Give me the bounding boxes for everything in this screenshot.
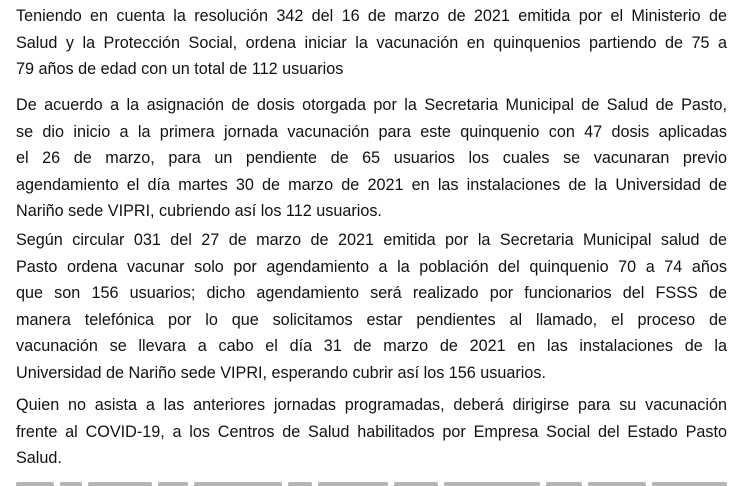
paragraph-line: se dio inicio a la primera jornada vacunación para este quinquenio con 47 dosis aplicadas xyxy=(16,122,727,141)
paragraph-resolution xyxy=(16,3,727,83)
paragraph-line: agendamiento el día martes 30 de marzo de 2021 en las instalaciones de la Universidad de xyxy=(16,175,727,194)
paragraph-line: Teniendo en cuenta la resolución 342 del 16 de marzo de 2021 emitida por el Ministerio de xyxy=(16,7,727,25)
paragraph-line: manera telefónica por lo que solicitamos estar pendientes al llamado, el proceso de xyxy=(16,310,727,329)
paragraph-line: De acuerdo a la asignación de dosis otorgada por la Secretaria Municipal de Salud de Pasto, xyxy=(16,96,727,114)
cut-off-text-line xyxy=(16,476,727,486)
paragraph-circular-031 xyxy=(16,227,727,387)
paragraph-line: vacunación se llevara a cabo el día 31 de marzo de 2021 en las instalaciones de la xyxy=(16,337,727,356)
paragraph-line: Salud y la Protección Social, ordena iniciar la vacunación en quinquenios partiendo de 75 a xyxy=(16,33,727,52)
paragraph-line: Pasto ordena vacunar solo por agendamiento a la población del quinquenio 70 a 74 años xyxy=(16,257,727,276)
paragraph-missed-appointments xyxy=(16,392,727,472)
paragraph-line: Salud. xyxy=(16,449,62,468)
paragraph-line: Universidad de Nariño sede VIPRI, esperando cubrir así los 156 usuarios. xyxy=(16,363,546,382)
paragraph-line: el 26 de marzo, para un pendiente de 65 usuarios los cuales se vacunaran previo xyxy=(16,149,727,168)
paragraph-line: frente al COVID-19, a los Centros de Salud habilitados por Empresa Social del Estado Pasto xyxy=(16,422,727,441)
paragraph-line: que son 156 usuarios; dicho agendamiento será realizado por funcionarios del FSSS de xyxy=(16,284,727,303)
paragraph-first-vaccination-day xyxy=(16,92,727,225)
paragraph-line: 79 años de edad con un total de 112 usuarios xyxy=(16,60,344,79)
paragraph-line: Quien no asista a las anteriores jornadas programadas, deberá dirigirse para su vacunación xyxy=(16,396,727,414)
paragraph-line: Según circular 031 del 27 de marzo de 2021 emitida por la Secretaria Municipal salud de xyxy=(16,231,727,249)
paragraph-line: Nariño sede VIPRI, cubriendo así los 112 usuarios. xyxy=(16,202,382,221)
